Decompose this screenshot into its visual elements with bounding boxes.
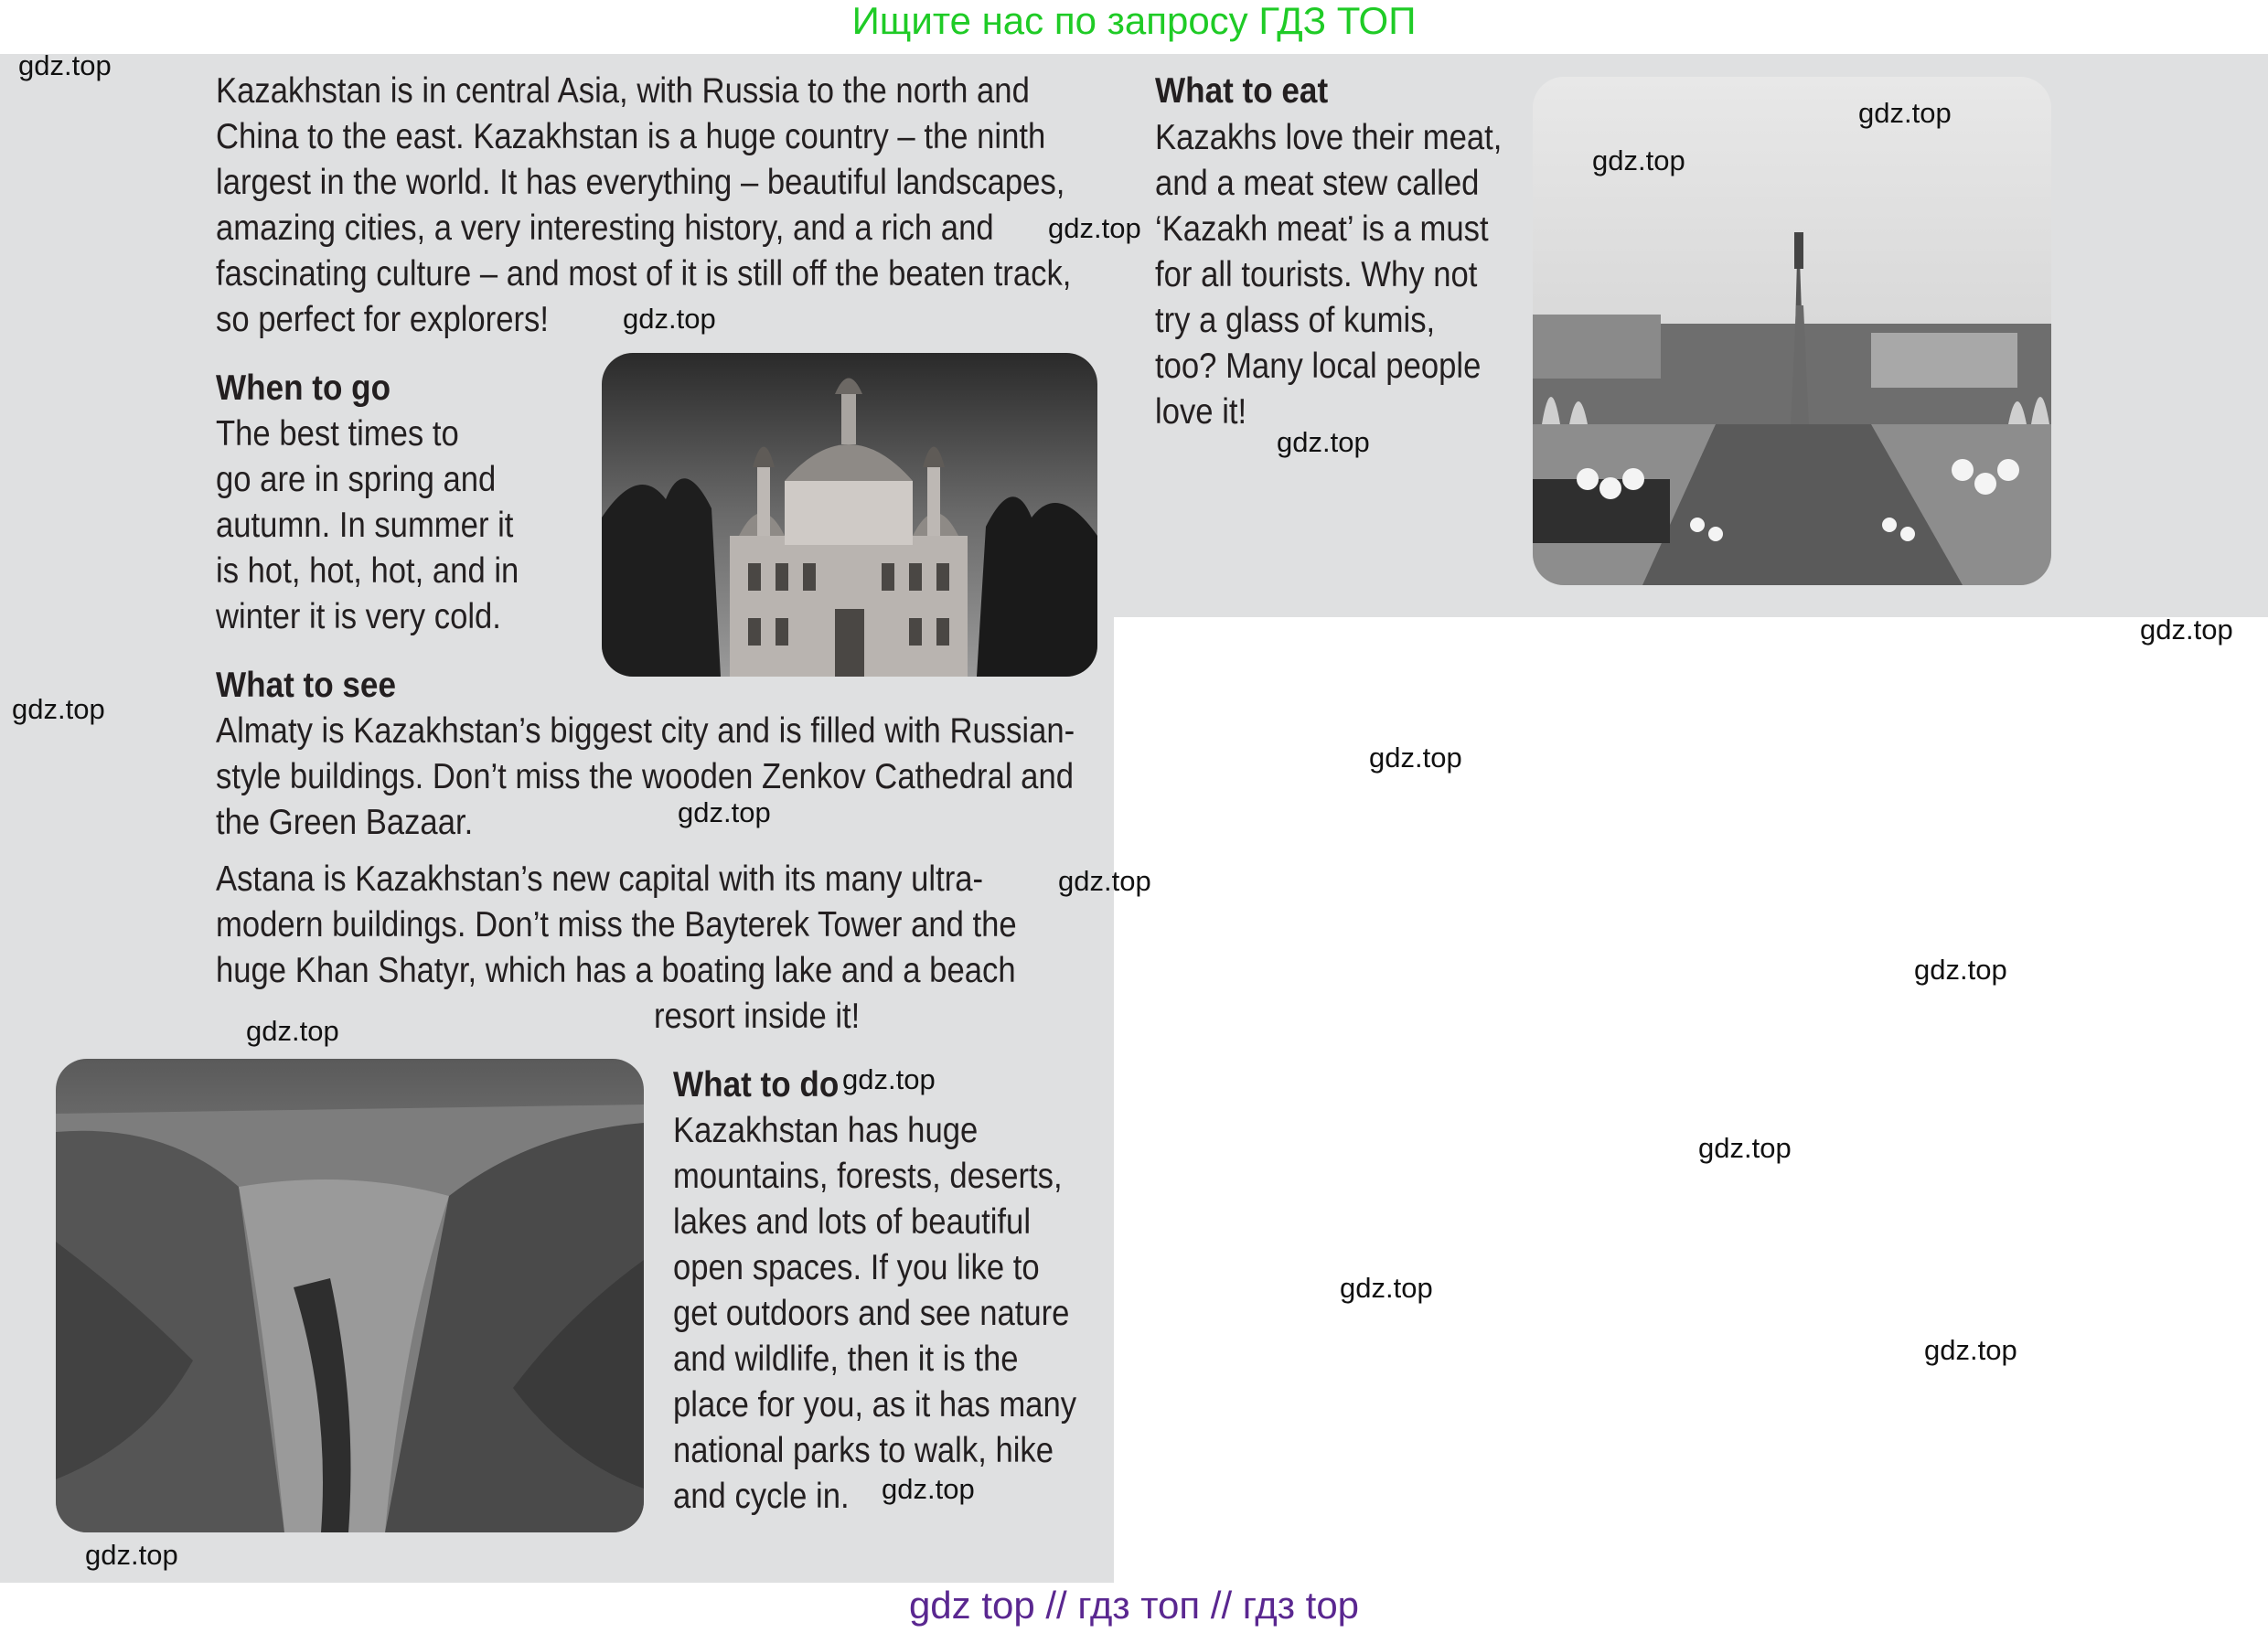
watermark: gdz.top [1914, 954, 2007, 986]
bottom-banner: gdz top // гдз топ // гдз top [908, 1584, 1360, 1627]
when-to-go-heading: When to go [216, 368, 391, 408]
watermark: gdz.top [1058, 865, 1151, 897]
what-to-do-text: Kazakhstan has huge mountains, forests, deserts, lakes and lots of beautiful open spaces. If you like to get outdoors and see nature and wildlife, then it is the place for you, as it has many national parks to walk, hike and cycle in. [673, 1111, 1077, 1516]
watermark: gdz.top [12, 693, 105, 725]
watermark: gdz.top [623, 303, 716, 335]
what-to-see-heading: What to see [216, 666, 396, 705]
what-to-see-para-astana-end: resort inside it! [654, 997, 861, 1036]
what-to-do-heading: What to do [673, 1065, 840, 1105]
watermark: gdz.top [882, 1473, 975, 1505]
what-to-eat-text: Kazakhs love their meat, and a meat stew called ‘Kazakh meat’ is a must for all tourists. Why not try a glass of kumis, too? Many local people love it! [1155, 118, 1503, 432]
watermark: gdz.top [85, 1539, 178, 1571]
watermark: gdz.top [1048, 212, 1141, 244]
watermark: gdz.top [1924, 1334, 2017, 1366]
watermark: gdz.top [842, 1063, 936, 1095]
watermark: gdz.top [1698, 1132, 1792, 1164]
watermark: gdz.top [1340, 1272, 1433, 1304]
when-to-go-text: The best times to go are in spring and autumn. In summer it is hot, hot, hot, and in winter it is very cold. [216, 414, 519, 636]
watermark: gdz.top [678, 796, 771, 828]
watermark: gdz.top [2140, 614, 2233, 646]
watermark: gdz.top [1858, 97, 1952, 129]
watermark: gdz.top [1369, 742, 1462, 774]
watermark: gdz.top [18, 49, 112, 81]
watermark: gdz.top [1592, 144, 1685, 176]
what-to-see-para-astana: Astana is Kazakhstan’s new capital with its many ultra- modern buildings. Don’t miss the Bayterek Tower and the huge Khan Shatyr, which has a boating lake and a beach [216, 859, 1017, 990]
canyon-photo [56, 1059, 644, 1532]
what-to-eat-heading: What to eat [1155, 71, 1329, 111]
watermark: gdz.top [246, 1015, 339, 1047]
top-banner: Ищите нас по запросу ГДЗ ТОП [851, 0, 1417, 42]
watermark: gdz.top [1277, 426, 1370, 458]
intro-paragraph: Kazakhstan is in central Asia, with Russia to the north and China to the east. Kazakhstan is a huge country – the ninth largest in the world. It has everything – beautiful landscapes, amazing cities, a very interesting history, and a rich and fascinating culture – and most of it is still off the beaten track, so perfect for explorers! [216, 71, 1072, 339]
what-to-see-para-almaty: Almaty is Kazakhstan’s biggest city and is filled with Russian- style buildings. Don’t miss the wooden Zenkov Cathedral and the Green Bazaar. [216, 711, 1075, 842]
zenkov-cathedral-photo [602, 353, 1097, 677]
